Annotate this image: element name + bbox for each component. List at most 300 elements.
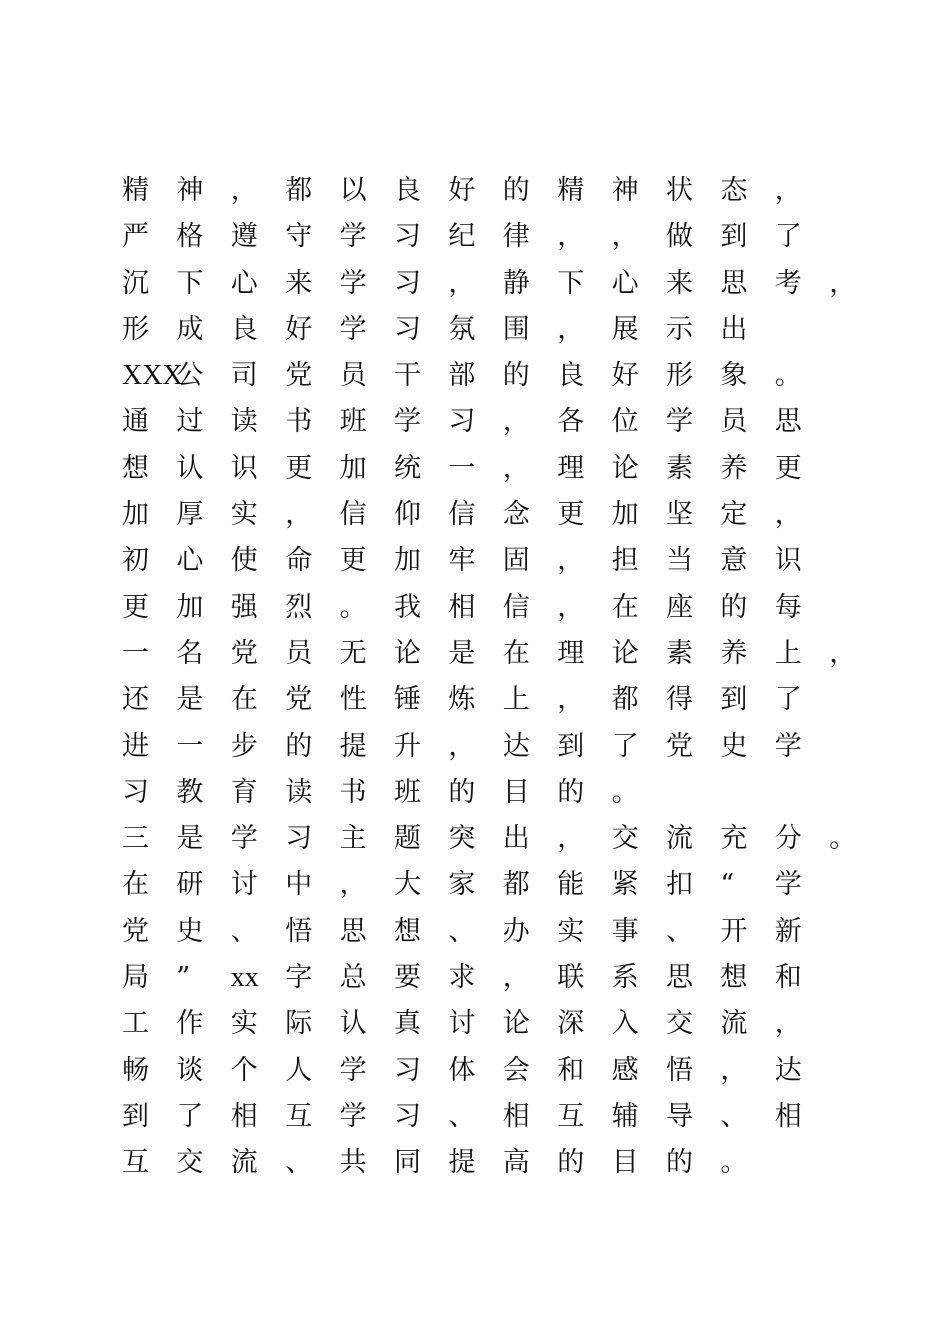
text-glyph: 思 xyxy=(666,962,693,994)
text-glyph: 到 xyxy=(720,221,748,253)
text-glyph: 互 xyxy=(122,1147,149,1179)
text-glyph: 是 xyxy=(176,823,204,855)
text-glyph: 入 xyxy=(611,1008,639,1040)
text-glyph: 辅 xyxy=(611,1100,639,1132)
text-glyph: 主 xyxy=(339,823,367,855)
text-glyph: 强 xyxy=(230,591,258,623)
text-glyph: 习 xyxy=(122,776,149,808)
text-glyph: ， xyxy=(829,267,857,299)
text-glyph: 习 xyxy=(394,221,421,253)
text-glyph: 流 xyxy=(720,1008,748,1040)
text-glyph: 想 xyxy=(720,962,748,994)
text-glyph: 我 xyxy=(394,591,421,623)
text-glyph: 都 xyxy=(502,869,530,901)
text-glyph: 读 xyxy=(285,776,313,808)
text-glyph: 、 xyxy=(448,915,476,947)
text-glyph: 教 xyxy=(176,776,204,808)
text-glyph: 氛 xyxy=(448,313,476,345)
text-glyph: 进 xyxy=(122,730,149,762)
text-glyph: 共 xyxy=(339,1147,367,1179)
text-glyph: 到 xyxy=(720,684,748,716)
text-glyph: ， xyxy=(339,869,367,901)
text-glyph: 步 xyxy=(230,730,258,762)
text-line xyxy=(122,492,862,538)
text-glyph: 讨 xyxy=(230,869,258,901)
text-glyph: 学 xyxy=(774,869,802,901)
text-glyph: 学 xyxy=(774,730,802,762)
text-glyph: 守 xyxy=(285,221,313,253)
text-glyph: 育 xyxy=(230,776,258,808)
text-line xyxy=(122,909,862,955)
text-glyph: ， xyxy=(448,730,476,762)
text-line xyxy=(122,1094,862,1140)
text-glyph: ， xyxy=(502,962,530,994)
text-glyph: 的 xyxy=(448,776,476,808)
text-glyph: 加 xyxy=(339,452,367,484)
text-glyph: 围 xyxy=(502,313,530,345)
text-glyph: 厚 xyxy=(176,499,204,531)
text-glyph: 目 xyxy=(502,776,530,808)
text-glyph: 办 xyxy=(502,915,530,947)
text-glyph: 、 xyxy=(285,1147,313,1179)
text-glyph: 司 xyxy=(230,360,258,392)
text-glyph: 都 xyxy=(285,175,313,206)
text-glyph: 成 xyxy=(176,313,204,345)
text-glyph: 部 xyxy=(448,360,476,392)
text-glyph: ， xyxy=(611,221,639,253)
text-glyph: 。 xyxy=(611,776,639,808)
text-glyph: 题 xyxy=(394,823,421,855)
text-glyph: 求 xyxy=(448,962,476,994)
text-glyph: 。 xyxy=(339,591,367,623)
text-glyph: 习 xyxy=(394,1054,421,1086)
text-glyph: 、 xyxy=(720,1100,748,1132)
text-glyph: 体 xyxy=(448,1054,476,1086)
text-glyph: 实 xyxy=(230,1008,258,1040)
text-glyph: 了 xyxy=(611,730,639,762)
text-glyph: 书 xyxy=(285,406,313,438)
text-glyph: 识 xyxy=(774,545,802,577)
text-glyph: 素 xyxy=(666,637,693,669)
text-glyph: 分 xyxy=(774,823,802,855)
text-line xyxy=(122,168,862,214)
text-glyph: 认 xyxy=(339,1008,367,1040)
text-glyph: 了 xyxy=(774,684,802,716)
text-glyph: ， xyxy=(720,1054,748,1086)
text-glyph: ， xyxy=(557,591,585,623)
text-glyph: 好 xyxy=(285,313,313,345)
text-glyph: ， xyxy=(774,175,802,206)
text-glyph: 一 xyxy=(122,637,149,669)
text-glyph: 养 xyxy=(720,637,748,669)
text-glyph: 局 xyxy=(122,962,149,994)
text-glyph: 做 xyxy=(666,221,693,253)
text-glyph: 遵 xyxy=(230,221,258,253)
text-glyph: 悟 xyxy=(285,915,313,947)
text-glyph: 三 xyxy=(122,823,149,855)
text-glyph: 加 xyxy=(611,499,639,531)
text-glyph: XXX xyxy=(122,360,183,392)
text-glyph: 交 xyxy=(666,1008,693,1040)
text-glyph: 理 xyxy=(557,637,585,669)
text-glyph: 班 xyxy=(339,406,367,438)
text-glyph: 提 xyxy=(339,730,367,762)
text-glyph: 的 xyxy=(502,360,530,392)
text-glyph: 到 xyxy=(557,730,585,762)
text-glyph: 系 xyxy=(611,962,639,994)
text-glyph: 纪 xyxy=(448,221,476,253)
text-line xyxy=(122,538,862,584)
text-glyph: 要 xyxy=(394,962,421,994)
text-glyph: 流 xyxy=(230,1147,258,1179)
text-glyph: 达 xyxy=(774,1054,802,1086)
text-glyph: 研 xyxy=(176,869,204,901)
text-glyph: 良 xyxy=(394,175,421,206)
text-glyph: 神 xyxy=(176,175,204,206)
text-glyph: xx xyxy=(230,962,259,994)
text-glyph: 和 xyxy=(774,962,802,994)
text-glyph: 导 xyxy=(666,1100,693,1132)
text-line xyxy=(122,353,862,399)
text-glyph: 达 xyxy=(502,730,530,762)
text-glyph: 到 xyxy=(122,1100,149,1132)
text-glyph: ， xyxy=(502,452,530,484)
text-glyph: 想 xyxy=(122,452,149,484)
text-glyph: 升 xyxy=(394,730,421,762)
text-glyph: 思 xyxy=(720,267,748,299)
text-glyph: 在 xyxy=(230,684,258,716)
text-glyph: 都 xyxy=(611,684,639,716)
text-glyph: 以 xyxy=(339,175,367,206)
text-glyph: 每 xyxy=(774,591,802,623)
text-glyph: 书 xyxy=(339,776,367,808)
text-line xyxy=(122,585,862,631)
text-line xyxy=(122,307,862,353)
text-glyph: 个 xyxy=(230,1054,258,1086)
text-glyph: 论 xyxy=(611,637,639,669)
text-glyph: 通 xyxy=(122,406,149,438)
text-glyph: 突 xyxy=(448,823,476,855)
text-glyph: 心 xyxy=(176,545,204,577)
text-glyph: 名 xyxy=(176,637,204,669)
text-glyph: 的 xyxy=(285,730,313,762)
text-glyph: 理 xyxy=(557,452,585,484)
text-glyph: 加 xyxy=(176,591,204,623)
text-glyph: 了 xyxy=(176,1100,204,1132)
text-glyph: 在 xyxy=(122,869,149,901)
text-glyph: 各 xyxy=(557,406,585,438)
text-glyph: 严 xyxy=(122,221,149,253)
text-glyph: 。 xyxy=(720,1147,748,1179)
text-glyph: 大 xyxy=(394,869,421,901)
text-glyph: 格 xyxy=(176,221,204,253)
text-glyph: 员 xyxy=(285,637,313,669)
text-glyph: 更 xyxy=(557,499,585,531)
text-glyph: 静 xyxy=(502,267,530,299)
text-glyph: 和 xyxy=(557,1054,585,1086)
text-glyph: 能 xyxy=(557,869,585,901)
text-line xyxy=(122,770,862,816)
text-glyph: 党 xyxy=(122,915,149,947)
text-glyph: 无 xyxy=(339,637,367,669)
text-glyph: 习 xyxy=(394,1100,421,1132)
text-glyph: 交 xyxy=(611,823,639,855)
text-glyph: 形 xyxy=(122,313,149,345)
text-glyph: 得 xyxy=(666,684,693,716)
text-glyph: 心 xyxy=(230,267,258,299)
text-glyph: 的 xyxy=(720,591,748,623)
text-glyph: 位 xyxy=(611,406,639,438)
text-glyph: 论 xyxy=(502,1008,530,1040)
text-glyph: 中 xyxy=(285,869,313,901)
text-glyph: 在 xyxy=(502,637,530,669)
text-glyph: 的 xyxy=(502,175,530,206)
text-glyph: 开 xyxy=(720,915,748,947)
text-glyph: 加 xyxy=(122,499,149,531)
text-glyph: 精 xyxy=(122,175,149,206)
text-glyph: 流 xyxy=(666,823,693,855)
text-glyph: 联 xyxy=(557,962,585,994)
text-glyph: 相 xyxy=(774,1100,802,1132)
text-glyph: 论 xyxy=(611,452,639,484)
text-glyph: 、 xyxy=(448,1100,476,1132)
text-glyph: 学 xyxy=(339,313,367,345)
text-glyph: 习 xyxy=(285,823,313,855)
text-glyph: 示 xyxy=(666,313,693,345)
text-glyph: 干 xyxy=(394,360,421,392)
text-glyph: 党 xyxy=(285,684,313,716)
text-glyph: 学 xyxy=(394,406,421,438)
text-glyph: 感 xyxy=(611,1054,639,1086)
text-glyph: 固 xyxy=(502,545,530,577)
text-glyph: 更 xyxy=(774,452,802,484)
text-glyph: ， xyxy=(774,1008,802,1040)
text-glyph: 出 xyxy=(502,823,530,855)
text-glyph: 学 xyxy=(339,1054,367,1086)
text-glyph: 际 xyxy=(285,1008,313,1040)
text-glyph: 总 xyxy=(339,962,367,994)
text-glyph: 座 xyxy=(666,591,693,623)
text-glyph: 态 xyxy=(720,175,748,206)
text-glyph: 状 xyxy=(666,175,693,206)
text-line xyxy=(122,631,862,677)
text-glyph: 沉 xyxy=(122,267,149,299)
text-glyph: 锤 xyxy=(394,684,421,716)
text-glyph: 史 xyxy=(720,730,748,762)
text-line xyxy=(122,1001,862,1047)
text-glyph: ， xyxy=(774,499,802,531)
text-glyph: 实 xyxy=(557,915,585,947)
text-glyph: 、 xyxy=(230,915,258,947)
text-glyph: ， xyxy=(557,545,585,577)
text-glyph: 同 xyxy=(394,1147,421,1179)
text-glyph: 。 xyxy=(829,823,857,855)
text-glyph: ， xyxy=(557,221,585,253)
text-glyph: 人 xyxy=(285,1054,313,1086)
text-glyph: 想 xyxy=(394,915,421,947)
text-glyph: 。 xyxy=(774,360,802,392)
text-glyph: 烈 xyxy=(285,591,313,623)
text-line xyxy=(122,862,862,908)
text-glyph: ， xyxy=(448,267,476,299)
text-glyph: 习 xyxy=(394,267,421,299)
text-glyph: 实 xyxy=(230,499,258,531)
text-glyph: 充 xyxy=(720,823,748,855)
text-glyph: 新 xyxy=(774,915,802,947)
text-glyph: 牢 xyxy=(448,545,476,577)
text-glyph: 员 xyxy=(720,406,748,438)
text-glyph: 统 xyxy=(394,452,421,484)
text-glyph: 论 xyxy=(394,637,421,669)
text-glyph: 在 xyxy=(611,591,639,623)
text-glyph: 相 xyxy=(448,591,476,623)
text-glyph: 读 xyxy=(230,406,258,438)
text-glyph: 学 xyxy=(339,267,367,299)
text-glyph: 会 xyxy=(502,1054,530,1086)
text-glyph: 律 xyxy=(502,221,530,253)
text-glyph: 了 xyxy=(774,221,802,253)
text-glyph: 的 xyxy=(557,1147,585,1179)
text-glyph: 意 xyxy=(720,545,748,577)
text-glyph: 坚 xyxy=(666,499,693,531)
text-line xyxy=(122,1140,862,1186)
text-glyph: 良 xyxy=(557,360,585,392)
text-glyph: 紧 xyxy=(611,869,639,901)
text-glyph: 家 xyxy=(448,869,476,901)
text-glyph: 展 xyxy=(611,313,639,345)
text-glyph: 使 xyxy=(230,545,258,577)
text-glyph: 畅 xyxy=(122,1054,149,1086)
text-glyph: ， xyxy=(230,175,258,206)
text-glyph: 好 xyxy=(611,360,639,392)
text-glyph: ” xyxy=(176,962,191,994)
text-glyph: 作 xyxy=(176,1008,204,1040)
text-line xyxy=(122,261,862,307)
text-glyph: 精 xyxy=(557,175,585,206)
text-glyph: 认 xyxy=(176,452,204,484)
text-glyph: 定 xyxy=(720,499,748,531)
text-line xyxy=(122,399,862,445)
text-glyph: 信 xyxy=(448,499,476,531)
text-glyph: 下 xyxy=(176,267,204,299)
text-glyph: 初 xyxy=(122,545,149,577)
text-glyph: 真 xyxy=(394,1008,421,1040)
text-glyph: 心 xyxy=(611,267,639,299)
text-glyph: 是 xyxy=(448,637,476,669)
text-glyph: 担 xyxy=(611,545,639,577)
text-glyph: ， xyxy=(502,406,530,438)
text-glyph: 是 xyxy=(176,684,204,716)
text-glyph: 加 xyxy=(394,545,421,577)
text-glyph: 字 xyxy=(285,962,313,994)
text-glyph: 下 xyxy=(557,267,585,299)
text-line xyxy=(122,1048,862,1094)
text-glyph: 扣 xyxy=(666,869,693,901)
text-glyph: 来 xyxy=(666,267,693,299)
text-glyph: 交 xyxy=(176,1147,204,1179)
text-glyph: 来 xyxy=(285,267,313,299)
text-glyph: ， xyxy=(557,313,585,345)
text-glyph: 好 xyxy=(448,175,476,206)
text-glyph: 更 xyxy=(339,545,367,577)
text-glyph: 象 xyxy=(720,360,748,392)
text-glyph: 谈 xyxy=(176,1054,204,1086)
text-glyph: 员 xyxy=(339,360,367,392)
text-glyph: 良 xyxy=(230,313,258,345)
text-glyph: 一 xyxy=(176,730,204,762)
text-line xyxy=(122,724,862,770)
text-line xyxy=(122,677,862,723)
text-glyph: 出 xyxy=(720,313,748,345)
text-glyph: 习 xyxy=(448,406,476,438)
text-glyph: 的 xyxy=(666,1147,693,1179)
text-glyph: 互 xyxy=(285,1100,313,1132)
text-glyph: 上 xyxy=(774,637,802,669)
text-glyph: 提 xyxy=(448,1147,476,1179)
text-glyph: 性 xyxy=(339,684,367,716)
text-glyph: 工 xyxy=(122,1008,149,1040)
text-glyph: 念 xyxy=(502,499,530,531)
text-glyph: 还 xyxy=(122,684,149,716)
text-glyph: 过 xyxy=(176,406,204,438)
text-glyph: 形 xyxy=(666,360,693,392)
text-glyph: 公 xyxy=(176,360,204,392)
text-glyph: 学 xyxy=(339,221,367,253)
text-glyph: “ xyxy=(720,869,735,901)
text-glyph: 一 xyxy=(448,452,476,484)
text-glyph: 识 xyxy=(230,452,258,484)
text-glyph: 相 xyxy=(230,1100,258,1132)
text-glyph: 党 xyxy=(230,637,258,669)
text-glyph: 学 xyxy=(230,823,258,855)
body-text xyxy=(122,168,862,1187)
text-glyph: 命 xyxy=(285,545,313,577)
text-glyph: 当 xyxy=(666,545,693,577)
text-glyph: 、 xyxy=(666,915,693,947)
text-glyph: ， xyxy=(557,823,585,855)
text-glyph: 深 xyxy=(557,1008,585,1040)
text-line xyxy=(122,446,862,492)
text-glyph: 相 xyxy=(502,1100,530,1132)
text-glyph: 班 xyxy=(394,776,421,808)
text-glyph: 学 xyxy=(666,406,693,438)
text-glyph: 党 xyxy=(666,730,693,762)
text-line xyxy=(122,214,862,260)
text-glyph: 思 xyxy=(774,406,802,438)
text-glyph: 上 xyxy=(502,684,530,716)
text-glyph: 素 xyxy=(666,452,693,484)
text-glyph: 悟 xyxy=(666,1054,693,1086)
text-glyph: 党 xyxy=(285,360,313,392)
text-glyph: 更 xyxy=(285,452,313,484)
text-glyph: 高 xyxy=(502,1147,530,1179)
text-glyph: 考 xyxy=(774,267,802,299)
text-glyph: 目 xyxy=(611,1147,639,1179)
text-glyph: ， xyxy=(285,499,313,531)
text-line xyxy=(122,816,862,862)
text-glyph: 事 xyxy=(611,915,639,947)
text-glyph: 互 xyxy=(557,1100,585,1132)
text-glyph: 思 xyxy=(339,915,367,947)
text-glyph: ， xyxy=(829,637,857,669)
text-glyph: 信 xyxy=(339,499,367,531)
text-line xyxy=(122,955,862,1001)
text-glyph: 习 xyxy=(394,313,421,345)
text-glyph: 养 xyxy=(720,452,748,484)
text-glyph: 信 xyxy=(502,591,530,623)
text-glyph: 的 xyxy=(557,776,585,808)
text-glyph: 学 xyxy=(339,1100,367,1132)
